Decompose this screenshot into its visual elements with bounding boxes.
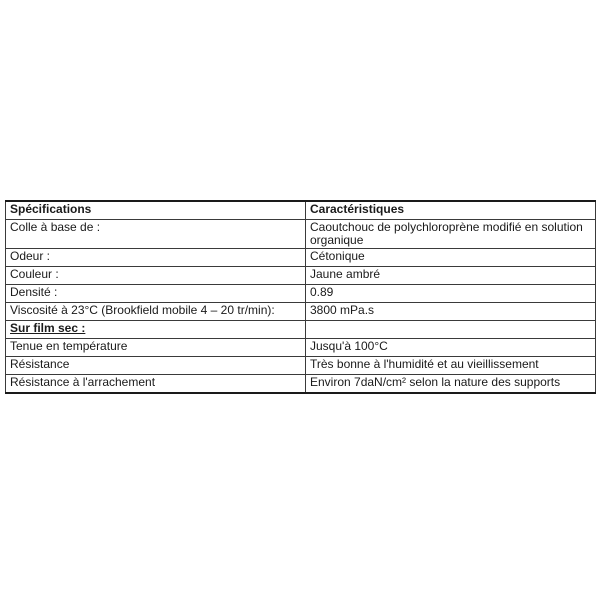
section-row (6, 321, 596, 339)
table-row (6, 357, 596, 375)
row-label: Résistance à l'arrachement (6, 375, 306, 394)
table-row (6, 220, 596, 249)
table-row (6, 339, 596, 357)
header-specifications: Spécifications (6, 201, 306, 220)
row-value: Environ 7daN/cm² selon la nature des supports (306, 375, 596, 394)
table-row (6, 249, 596, 267)
table-header-row (6, 201, 596, 220)
row-value: Jaune ambré (306, 267, 596, 285)
row-label: Résistance (6, 357, 306, 375)
table-row (6, 267, 596, 285)
row-label: Densité : (6, 285, 306, 303)
header-caracteristiques: Caractéristiques (306, 201, 596, 220)
row-value: Très bonne à l'humidité et au vieillissement (306, 357, 596, 375)
row-value: Cétonique (306, 249, 596, 267)
row-label: Colle à base de : (6, 220, 306, 249)
specifications-table (5, 200, 596, 394)
row-label: Viscosité à 23°C (Brookfield mobile 4 – 20 tr/min): (6, 303, 306, 321)
row-value: Caoutchouc de polychloroprène modifié en solution organique (306, 220, 596, 249)
row-value: 3800 mPa.s (306, 303, 596, 321)
section-label-film-sec: Sur film sec : (6, 321, 306, 339)
section-empty-cell (306, 321, 596, 339)
row-value: 0.89 (306, 285, 596, 303)
row-value: Jusqu'à 100°C (306, 339, 596, 357)
row-label: Tenue en température (6, 339, 306, 357)
table-row (6, 285, 596, 303)
row-label: Couleur : (6, 267, 306, 285)
table-row (6, 375, 596, 394)
row-label: Odeur : (6, 249, 306, 267)
table-row (6, 303, 596, 321)
